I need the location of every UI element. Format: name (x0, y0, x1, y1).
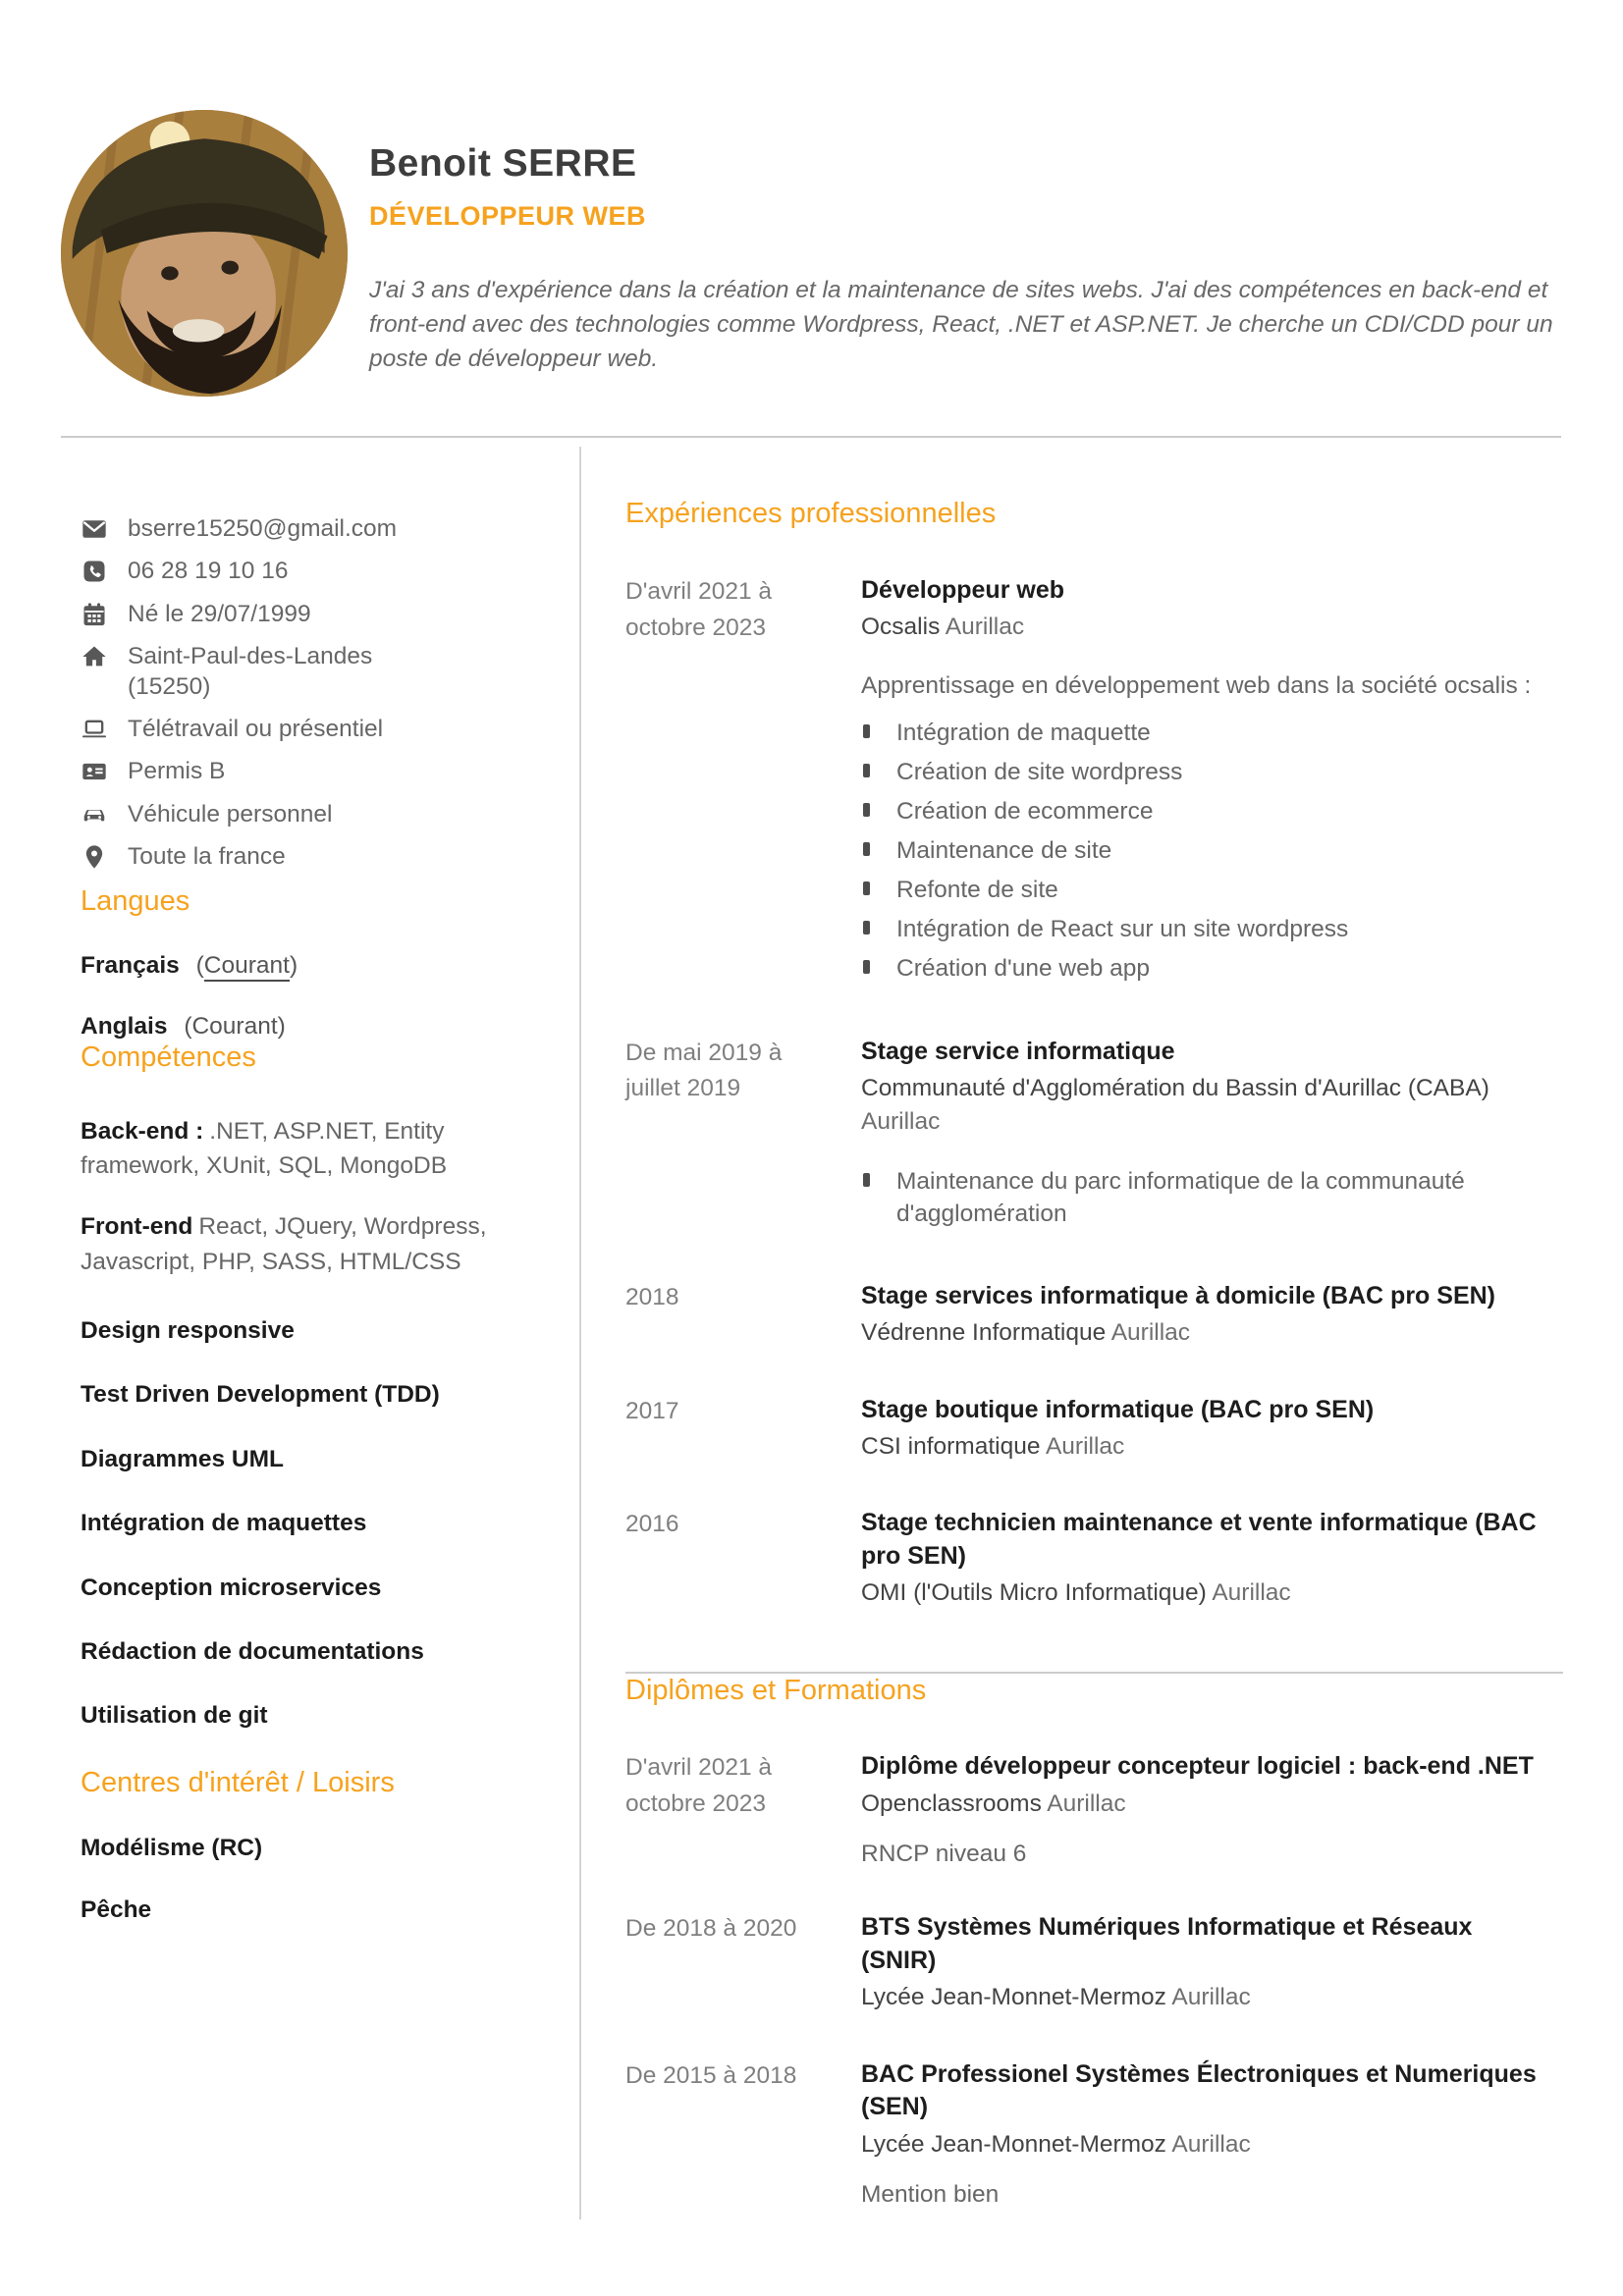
map-pin-icon (81, 843, 108, 871)
contact-item-phone (81, 557, 554, 586)
skill-group-items: React, JQuery, Wordpress, Javascript, PHP, SASS, HTML/CSS (81, 1213, 487, 1275)
entry-title: Stage boutique informatique (BAC pro SEN) (861, 1395, 1375, 1423)
experience-entry (625, 1036, 1563, 1237)
interests-heading: Centres d'intérêt / Loisirs (81, 1766, 395, 1798)
car-icon (81, 801, 108, 828)
languages-heading: Langues (81, 885, 190, 918)
entry-date: De 2015 à 2018 (625, 2061, 797, 2089)
entry-date: D'avril 2021 à octobre 2023 (625, 1754, 773, 1818)
contact-item-license (81, 757, 554, 786)
entry-school: Lycée Jean-Monnet-Mermoz (861, 1984, 1166, 2011)
skill-item: Conception microservices (81, 1574, 382, 1601)
contact-remote: Télétravail ou présentiel (128, 715, 384, 742)
education-entry (625, 2058, 1563, 2209)
experience-entry (625, 1507, 1563, 1610)
contact-list (81, 514, 554, 872)
sidebar (81, 514, 554, 1924)
profile-summary: J'ai 3 ans d'expérience dans la création et la maintenance de sites webs. J'ai des compétences en back-end et front-end avec des technologies comme Wordpress, React, .NET et ASP.NET. Je cherche un CDI/CDD pour un poste de développeur web. (369, 276, 1553, 372)
entry-title: Stage technicien maintenance et vente informatique (BAC pro SEN) (861, 1509, 1537, 1570)
entry-company: CSI informatique (861, 1433, 1041, 1461)
bullet-item: Création de site wordpress (861, 756, 1548, 788)
experience-heading: Expériences professionnelles (625, 498, 997, 529)
contact-mobility: Toute la france (128, 843, 286, 870)
skill-group-backend (81, 1114, 554, 1184)
phone-icon (81, 558, 108, 585)
entry-company-line (861, 1430, 1548, 1464)
skill-group-label: Back-end : (81, 1117, 204, 1145)
entry-date: De 2018 à 2020 (625, 1915, 797, 1943)
entry-bullet-list (861, 717, 1548, 985)
header-divider (61, 436, 1561, 438)
contact-item-email (81, 514, 554, 544)
contact-item-mobility (81, 842, 554, 872)
skill-item: Design responsive (81, 1317, 295, 1345)
entry-location: Aurillac (1171, 1984, 1251, 2011)
entry-bullet-list (861, 1165, 1548, 1230)
entry-location: Aurillac (861, 1108, 941, 1136)
entry-date: D'avril 2021 à octobre 2023 (625, 577, 773, 641)
skill-group-frontend (81, 1209, 554, 1279)
bullet-item: Maintenance de site (861, 834, 1548, 867)
entry-note: RNCP niveau 6 (861, 1841, 1027, 1868)
entry-company: Communauté d'Agglomération du Bassin d'Aurillac (CABA) (861, 1075, 1489, 1102)
entry-title: Diplôme développeur concepteur logiciel : back-end .NET (861, 1752, 1534, 1781)
skill-item: Rédaction de documentations (81, 1637, 424, 1665)
entry-title: Stage service informatique (861, 1037, 1175, 1065)
laptop-icon (81, 716, 108, 743)
email-icon (81, 515, 108, 543)
language-level: (Courant) (184, 1013, 286, 1041)
entry-title: Stage services informatique à domicile (BAC pro SEN) (861, 1281, 1495, 1309)
language-item-francais (81, 952, 554, 980)
experience-entry (625, 1394, 1563, 1465)
entry-location: Aurillac (1212, 1579, 1291, 1607)
bullet-item: Maintenance du parc informatique de la communauté d'agglomération (861, 1165, 1548, 1230)
entry-title: Développeur web (861, 575, 1064, 604)
entry-date: 2017 (625, 1397, 679, 1424)
entry-company-line (861, 1316, 1548, 1350)
language-name: Anglais (81, 1013, 168, 1041)
skills-heading: Compétences (81, 1041, 256, 1074)
profile-photo (61, 110, 348, 397)
experience-entry (625, 574, 1563, 992)
job-title: DÉVELOPPEUR WEB (369, 200, 647, 231)
person-name: Benoit SERRE (369, 142, 637, 185)
entry-note: Mention bien (861, 2180, 1000, 2208)
entry-company-line (861, 1072, 1548, 1140)
main-content (625, 497, 1563, 2209)
entry-date: De mai 2019 à juillet 2019 (625, 1039, 783, 1102)
education-heading: Diplômes et Formations (625, 1674, 927, 1706)
entry-company-line (861, 611, 1548, 644)
entry-school-line (861, 1981, 1548, 2014)
contact-vehicle: Véhicule personnel (128, 800, 333, 828)
id-card-icon (81, 758, 108, 785)
skill-group-items: .NET, ASP.NET, Entity framework, XUnit, SQL, MongoDB (81, 1117, 448, 1180)
entry-school-line (861, 2128, 1548, 2162)
entry-company-line (861, 1576, 1548, 1610)
entry-location: Aurillac (1045, 1433, 1125, 1461)
skill-item: Utilisation de git (81, 1702, 268, 1730)
contact-item-birthdate (81, 600, 554, 629)
header (369, 143, 1562, 376)
entry-location: Aurillac (945, 614, 1025, 641)
language-item-anglais (81, 1013, 554, 1041)
education-entry (625, 1911, 1563, 2014)
education-entry (625, 1750, 1563, 1868)
bullet-item: Création de ecommerce (861, 795, 1548, 828)
entry-company: Védrenne Informatique (861, 1319, 1107, 1347)
contact-email: bserre15250@gmail.com (128, 515, 398, 542)
entry-school: Lycée Jean-Monnet-Mermoz (861, 2130, 1166, 2158)
contact-item-vehicle (81, 800, 554, 829)
bullet-item: Intégration de React sur un site wordpress (861, 913, 1548, 945)
entry-school: Openclassrooms (861, 1789, 1042, 1817)
contact-birthdate: Né le 29/07/1999 (128, 600, 311, 627)
bullet-item: Intégration de maquette (861, 717, 1548, 749)
contact-license: Permis B (128, 758, 226, 785)
entry-company: OMI (l'Outils Micro Informatique) (861, 1579, 1207, 1607)
experience-entry (625, 1280, 1563, 1351)
skill-group-label: Front-end (81, 1213, 193, 1240)
entry-date: 2018 (625, 1283, 679, 1310)
language-level: (Courant) (196, 952, 298, 982)
entry-title: BTS Systèmes Numériques Informatique et Réseaux (SNIR) (861, 1913, 1473, 1974)
contact-phone: 06 28 19 10 16 (128, 558, 289, 585)
interest-item: Pêche (81, 1896, 152, 1923)
contact-address: Saint-Paul-des-Landes (15250) (128, 643, 373, 700)
entry-date: 2016 (625, 1511, 679, 1538)
entry-description: Apprentissage en développement web dans la société ocsalis : (861, 671, 1532, 699)
bullet-item: Création d'une web app (861, 952, 1548, 985)
skill-item: Test Driven Development (TDD) (81, 1381, 440, 1409)
entry-title: BAC Professionel Systèmes Électroniques et Numeriques (SEN) (861, 2059, 1537, 2121)
skill-item: Intégration de maquettes (81, 1510, 367, 1537)
entry-school-line (861, 1788, 1548, 1821)
entry-location: Aurillac (1110, 1319, 1191, 1347)
skill-item: Diagrammes UML (81, 1445, 284, 1472)
entry-location: Aurillac (1171, 2130, 1251, 2158)
entry-company: Ocsalis (861, 614, 941, 641)
calendar-icon (81, 601, 108, 628)
bullet-item: Refonte de site (861, 874, 1548, 906)
entry-location: Aurillac (1047, 1789, 1126, 1817)
column-divider (579, 447, 581, 2219)
interest-item: Modélisme (RC) (81, 1834, 263, 1861)
avatar-illustration (61, 110, 348, 397)
contact-item-address (81, 642, 554, 702)
skill-list (81, 1316, 554, 1731)
contact-item-remote (81, 715, 554, 744)
home-icon (81, 643, 108, 670)
language-name: Français (81, 952, 180, 980)
